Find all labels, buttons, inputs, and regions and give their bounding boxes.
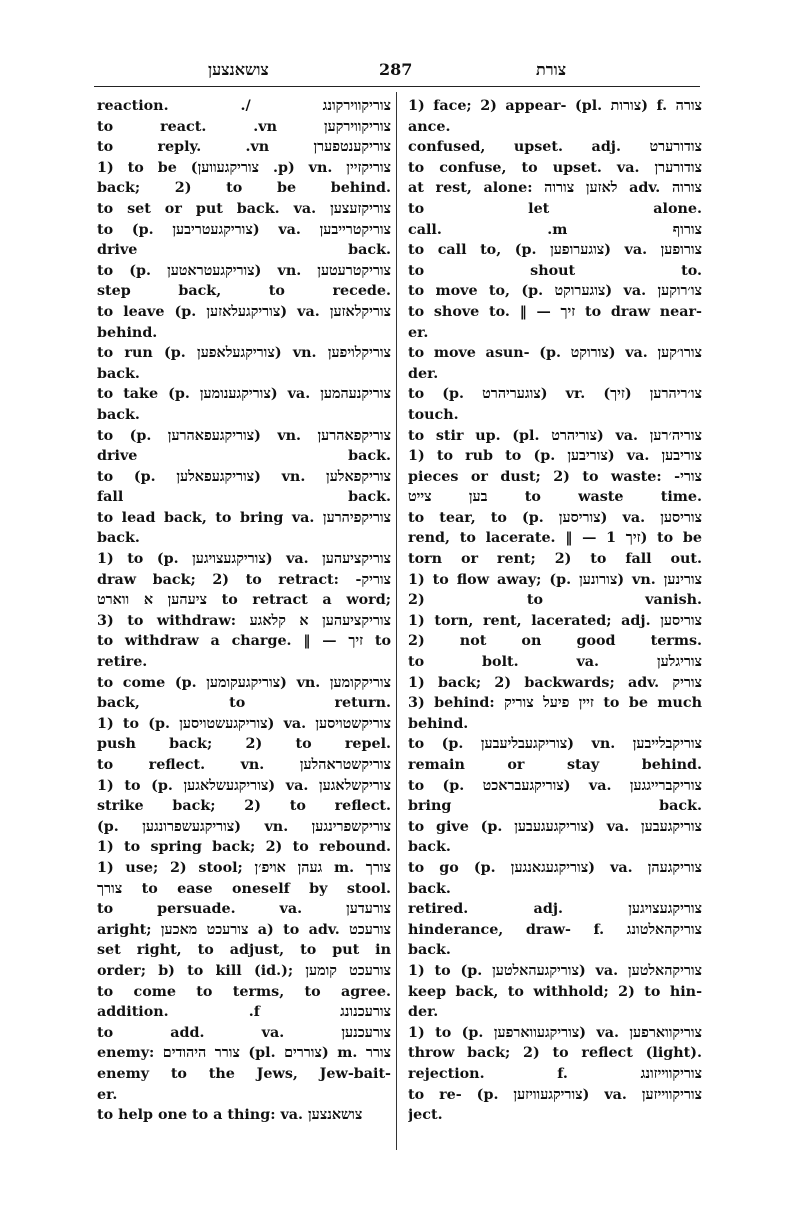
dictionary-line: to go (p. צוריקגעגאנגען) va. צוריקגעהן xyxy=(408,859,702,876)
dictionary-line: drive back. xyxy=(97,448,391,465)
dictionary-line: back. xyxy=(408,942,451,959)
dictionary-line: bring back. xyxy=(408,798,702,815)
dictionary-line: push back; 2) to repel. xyxy=(97,736,391,753)
dictionary-line: to reply. .vn צוריקענטפערן xyxy=(97,139,391,156)
dictionary-line: back. xyxy=(97,406,140,423)
dictionary-line: 3) to withdraw: צוריקציעהען א קלאגע xyxy=(97,612,391,629)
dictionary-line: back. xyxy=(97,530,140,547)
dictionary-line: to (p. צוריקגעטריבען) va. צוריקטרייבען xyxy=(97,221,391,238)
dictionary-line: remain or stay behind. xyxy=(408,757,702,773)
dictionary-line: torn or rent; 2) to fall out. xyxy=(408,551,702,568)
dictionary-line: to (p. צוריקגעפאלען) vn. צוריקפאלען xyxy=(97,468,391,485)
dictionary-line: to take (p. צוריקגענומען) va. צוריקנעהמען xyxy=(97,386,391,403)
dictionary-line: retire. xyxy=(97,654,148,671)
dictionary-line: to come to terms, to agree. xyxy=(97,983,391,1000)
dictionary-line: 1) to (p. צוריקגעהאלטען) va. צוריקהאלטען xyxy=(408,962,702,979)
dictionary-line: to move to, (p. צוגערוקט) va. צו׳רוקען xyxy=(408,283,702,300)
dictionary-line: 1) face; 2) appear- (pl. צורות) f. צורה xyxy=(408,98,702,114)
dictionary-line: 1) to (p. צוריקגעווארפען) va. צוריקווארפען xyxy=(408,1024,702,1041)
dictionary-line: to withdraw a charge. ‖ — זיך to xyxy=(97,633,391,650)
dictionary-line: to shout to. xyxy=(408,262,702,279)
dictionary-line: touch. xyxy=(408,406,459,423)
dictionary-line: keep back, to withhold; 2) to hin- xyxy=(408,983,702,1000)
dictionary-line: to lead back, to bring va. צוריקפיהרען xyxy=(97,509,391,526)
dictionary-line: fall back. xyxy=(97,489,391,506)
dictionary-line: to let alone. xyxy=(408,200,702,217)
dictionary-line: draw back; 2) to retract: -צוריק xyxy=(97,571,391,588)
dictionary-line: to help one to a thing: va. צושאנצען xyxy=(97,1107,363,1124)
dictionary-line: back, to return. xyxy=(97,695,391,712)
dictionary-line: 1) use; 2) stool; געהן אויפ׳ן m. צורך xyxy=(97,859,391,876)
dictionary-line: drive back. xyxy=(97,242,391,259)
dictionary-line: er. xyxy=(408,324,429,341)
dictionary-line: to run (p. צוריקגעלאפען) vn. צוריקלויפען xyxy=(97,345,391,362)
dictionary-line: strike back; 2) to reflect. xyxy=(97,798,391,815)
dictionary-line: to (p. צוריקגעפאהרען) vn. צוריקפאהרען xyxy=(97,427,391,444)
dictionary-line: to persuade. va. צורעדען xyxy=(97,901,391,918)
dictionary-line: בען צייט to waste time. xyxy=(408,489,702,506)
dictionary-line: addition. .f צורעכנונג xyxy=(97,1004,391,1021)
dictionary-line: aright; צורעכט מאכען a) to adv. צורעכט xyxy=(97,921,391,938)
dictionary-line: step back, to recede. xyxy=(97,283,391,300)
dictionary-line: rend, to lacerate. ‖ — זיך 1) to be xyxy=(408,530,702,547)
dictionary-line: back. xyxy=(408,839,451,856)
dictionary-line: rejection. f. צוריקווייזונג xyxy=(408,1065,702,1082)
dictionary-line: to give (p. צוריקגעגעבען) va. צוריקגעבען xyxy=(408,818,702,835)
dictionary-line: to (p. צוריקגעבליעבען) vn. צוריקבלייבען xyxy=(408,736,702,753)
dictionary-line: to set or put back. va. צוריקזעצען xyxy=(97,200,391,217)
header-right-word: צורת xyxy=(536,60,567,79)
dictionary-line: to react. .vn צוריקווירקען xyxy=(97,118,391,135)
running-header xyxy=(96,58,696,84)
page-number: 287 xyxy=(379,60,413,79)
dictionary-line: call. .m צורוף xyxy=(408,221,702,238)
dictionary-line: to (p. צוגעריהרט) vr. (זיך) צו׳ריהרען xyxy=(408,386,702,403)
dictionary-line: 1) torn, rent, lacerated; adj. צוריסען xyxy=(408,612,702,629)
dictionary-line: 1) to (p. צוריקגעשלאגען) va. צוריקשלאגען xyxy=(97,777,391,794)
dictionary-line: to shove to. ‖ — זיך to draw near- xyxy=(408,303,702,320)
column-divider xyxy=(396,92,397,1150)
dictionary-line: der. xyxy=(408,365,439,382)
dictionary-line: throw back; 2) to reflect (light). xyxy=(408,1045,702,1062)
dictionary-line: to add. va. צורעכנען xyxy=(97,1024,391,1041)
dictionary-line: to leave (p. צוריקגעלאזען) va. צוריקלאזען xyxy=(97,303,391,320)
dictionary-line: enemy to the Jews, Jew-bait- xyxy=(97,1065,391,1082)
dictionary-line: to re- (p. צוריקגעוויזען) va. צוריקווייזען xyxy=(408,1086,702,1103)
dictionary-line: to call to, (p. צוגערופען) va. צורופען xyxy=(408,242,702,259)
dictionary-line: hinderance, draw- f. צוריקהאלטונג xyxy=(408,921,702,938)
dictionary-line: confused, upset. adj. צודורערט xyxy=(408,139,702,156)
dictionary-line: 1) to flow away; (p. צורונען) vn. צורינען xyxy=(408,571,702,588)
dictionary-line: to (p. צוריקגעטראטען) vn. צוריקטרעטען xyxy=(97,262,391,279)
dictionary-line: back; 2) to be behind. xyxy=(97,180,391,197)
dictionary-line: 1) to rub to (p. צוריבען) va. צוריבען xyxy=(408,448,702,465)
dictionary-line: back. xyxy=(408,880,451,897)
dictionary-line: behind. xyxy=(408,715,469,732)
right-column xyxy=(408,96,702,1126)
dictionary-line: enemy: צורר היהודים (pl. צוררים) m. צורר xyxy=(97,1045,391,1062)
dictionary-line: 3) behind: זיין פיעל צוריק to be much xyxy=(408,695,702,712)
dictionary-line: 1) to (p. צוריקגעצויגען) va. צוריקציעהען xyxy=(97,551,391,568)
left-column xyxy=(97,96,391,1126)
dictionary-line: ציעהען א ווארט to retract a word; xyxy=(97,592,391,609)
dictionary-line: reaction. ./ צוריקווירקונג xyxy=(97,98,391,114)
dictionary-line: set right, to adjust, to put in xyxy=(97,942,391,959)
dictionary-line: (p. צוריקגעשפרונגען) vn. צוריקשפרינגען xyxy=(97,818,391,835)
dictionary-line: 1) to spring back; 2) to rebound. xyxy=(97,839,391,856)
header-left-word: צושאנצען xyxy=(208,60,269,79)
dictionary-line: to (p. צוריקגעבראכט) va. צוריקברייגגען xyxy=(408,777,702,794)
dictionary-line: pieces or dust; 2) to waste: -צורי xyxy=(408,468,702,485)
dictionary-line: er. xyxy=(97,1086,118,1103)
header-rule xyxy=(94,86,700,87)
dictionary-line: ance. xyxy=(408,118,451,135)
dictionary-line: retired. adj. צוריקגעצויגען xyxy=(408,901,702,918)
dictionary-line: order; b) to kill (id.); צורעכט קומען xyxy=(97,962,391,979)
dictionary-line: der. xyxy=(408,1004,439,1021)
dictionary-line: to tear, to (p. צוריסען) va. צוריסען xyxy=(408,509,702,526)
dictionary-line: to stir up. (pl. צוריהרט) va. צוריה׳רען xyxy=(408,427,702,444)
dictionary-line: to confuse, to upset. va. צודורערן xyxy=(408,159,702,176)
dictionary-line: at rest, alone: לאזען צורוה adv. צורוה xyxy=(408,180,702,197)
dictionary-line: ject. xyxy=(408,1107,443,1124)
dictionary-line: to bolt. va. צוריגלען xyxy=(408,654,702,671)
dictionary-line: back. xyxy=(97,365,140,382)
dictionary-line: to move asun- (p. צורוקט) va. צורו׳קען xyxy=(408,345,702,362)
dictionary-line: 1) to (p. צוריקגעשטויסען) va. צוריקשטויסען xyxy=(97,715,391,732)
dictionary-line: 2) not on good terms. xyxy=(408,633,702,650)
dictionary-line: 1) to be (צוריקגעווען .p) vn. צוריקזיין xyxy=(97,159,391,176)
dictionary-line: behind. xyxy=(97,324,158,341)
dictionary-line: to reflect. vn. צוריקשטראהלען xyxy=(97,757,391,773)
dictionary-line: 2) to vanish. xyxy=(408,592,702,609)
dictionary-line: to come (p. צוריקגעקומען) vn. צוריקקומען xyxy=(97,674,391,691)
dictionary-line: צורך to ease oneself by stool. xyxy=(97,880,391,897)
dictionary-line: 1) back; 2) backwards; adv. צוריק xyxy=(408,674,702,691)
